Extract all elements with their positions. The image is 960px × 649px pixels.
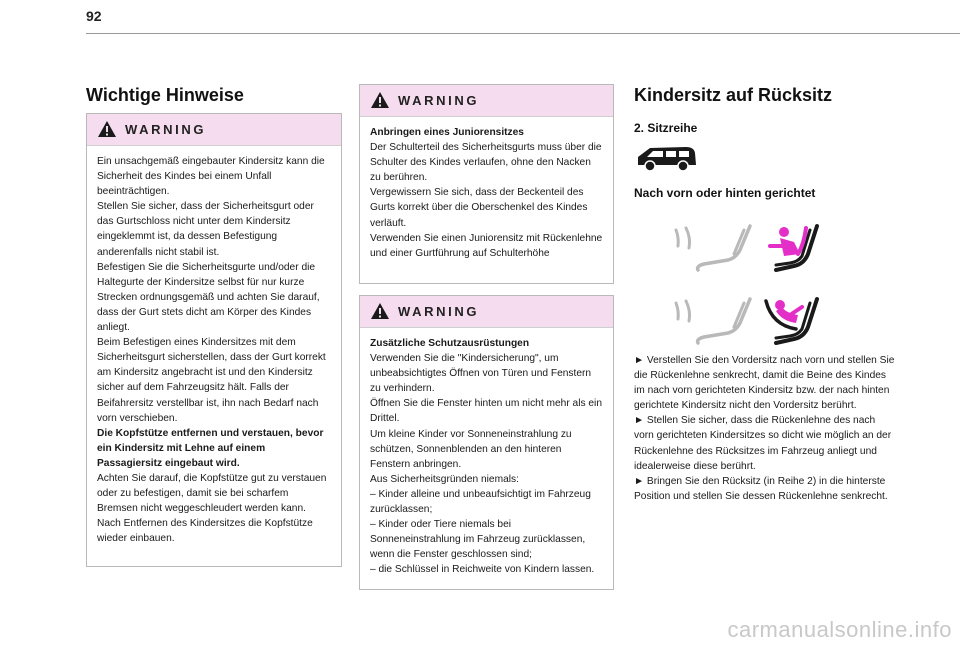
watermark: carmanualsonline.info <box>727 617 952 642</box>
left-warning-header <box>87 114 341 146</box>
warning-label: WARNING <box>398 304 480 319</box>
page-number: 92 <box>86 8 102 24</box>
right-title: Kindersitz auf Rücksitz <box>634 85 833 105</box>
right-instructions <box>634 353 896 504</box>
left-warning-body <box>87 146 341 554</box>
instruction-item: ► Bringen Sie den Rücksitz (in Reihe 2) in die hinterste Position und stellen Sie dessen Rückenlehne senkrecht. <box>634 475 888 502</box>
warning-list-item: – Kinder oder Tiere niemals bei Sonneneinstrahlung im Fahrzeug zurücklassen, wenn die Fenster geschlossen sind; <box>370 519 586 561</box>
instruction-item: ► Stellen Sie sicher, dass die Rückenlehne des nach vorn gerichteten Kindersitzes so dicht wie möglich an der Rückenlehne des Rücksitzes im Fahrzeug anliegt und idealerweise diese berührt. <box>634 415 892 472</box>
warning-triangle-icon <box>97 120 117 138</box>
warning-label: WARNING <box>398 93 480 108</box>
orientation-label: Nach vorn oder hinten gerichtet <box>634 186 816 200</box>
warning-heading: Zusätzliche Schutzausrüstungen <box>370 338 530 349</box>
middle-warning-box-1 <box>359 84 614 284</box>
warning-paragraph: Um kleine Kinder vor Sonneneinstrahlung zu schützen, Sonnenblenden an den hinteren Fenstern anbringen. <box>370 428 572 470</box>
warning-paragraph: Öffnen Sie die Fenster hinten um nicht mehr als ein Drittel. <box>370 398 602 425</box>
middle-warning-header-2 <box>360 296 613 328</box>
row-subtitle: 2. Sitzreihe <box>634 121 698 135</box>
warning-triangle-icon <box>370 302 390 320</box>
warning-paragraph: Vergewissern Sie sich, dass der Beckenteil des Gurts korrekt über die Oberschenkel des Kindes verläuft. <box>370 187 588 229</box>
warning-bold-paragraph: Die Kopfstütze entfernen und verstauen, bevor ein Kindersitz mit Lehne auf einem Passagiersitz eingebaut wird. <box>97 427 324 469</box>
middle-warning-header-1 <box>360 85 613 117</box>
warning-paragraph: Aus Sicherheitsgründen niemals: <box>370 473 519 485</box>
left-warning-box <box>86 113 342 567</box>
left-title: Wichtige Hinweise <box>86 85 244 105</box>
warning-paragraph: Befestigen Sie die Sicherheitsgurte und/oder die Haltegurte der Kindersitze selbst für nur kurze Strecken ordnungsgemäß und achten Sie darauf, dass der Gurt stets dicht am Körper des Kindes anliegt. <box>97 261 320 334</box>
forward-child-seat-icon <box>672 220 824 272</box>
middle-warning-body-2 <box>360 328 613 586</box>
middle-warning-box-2 <box>359 295 614 590</box>
warning-list-item: – die Schlüssel in Reichweite von Kindern lassen. <box>370 564 595 576</box>
top-rule <box>86 33 960 34</box>
warning-paragraph: Achten Sie darauf, die Kopfstütze gut zu verstauen oder zu befestigen, damit sie bei scharfem Bremsen nicht weggeschleudert werden kann. Nach Entfernen des Kindersitzes die Kopfstütze wieder einbauen. <box>97 472 327 545</box>
rearward-child-seat-icon <box>672 293 824 345</box>
warning-triangle-icon <box>370 91 390 109</box>
warning-paragraph: Verwenden Sie die "Kindersicherung", um unbeabsichtigtes Öffnen von Türen und Fenstern zu verhindern. <box>370 353 592 395</box>
warning-paragraph: Verwenden Sie einen Juniorensitz mit Rückenlehne und einer Gurtführung auf Schulterhöhe <box>370 232 603 259</box>
middle-warning-body-1 <box>360 117 613 269</box>
warning-paragraph: Stellen Sie sicher, dass der Sicherheitsgurt oder das Gurtschloss nicht unter dem Kindersitz eingeklemmt ist, da dessen Befestigung anderenfalls nicht stabil ist. <box>97 201 314 258</box>
instruction-item: ► Verstellen Sie den Vordersitz nach vorn und stellen Sie die Rückenlehne senkrecht, damit die Beine des Kindes im nach vorn gerichteten Kindersitz bzw. der nach hinten gerichtete Kindersitz nicht den Vordersitz berührt. <box>634 355 895 412</box>
warning-heading: Anbringen eines Juniorensitzes <box>370 127 524 138</box>
warning-paragraph: Beim Befestigen eines Kindersitzes mit dem Sicherheitsgurt sicherstellen, dass der Gurt korrekt am Kindersitz angebracht ist und den Kindersitz sicher auf dem Fahrzeugsitz hält. Falls der Beifahrersitz verstellbar ist, ihn nach Bedarf nach vorn verschieben. <box>97 337 326 424</box>
van-icon <box>636 143 698 173</box>
warning-label: WARNING <box>125 122 207 137</box>
warning-list-item: – Kinder alleine und unbeaufsichtigt im Fahrzeug zurücklassen; <box>370 488 591 516</box>
warning-paragraph: Ein unsachgemäß eingebauter Kindersitz kann die Sicherheit des Kindes bei einem Unfall beeinträchtigen. <box>97 156 325 198</box>
warning-paragraph: Der Schulterteil des Sicherheitsgurts muss über die Schulter des Kindes verlaufen, ohne den Nacken zu berühren. <box>370 142 602 184</box>
